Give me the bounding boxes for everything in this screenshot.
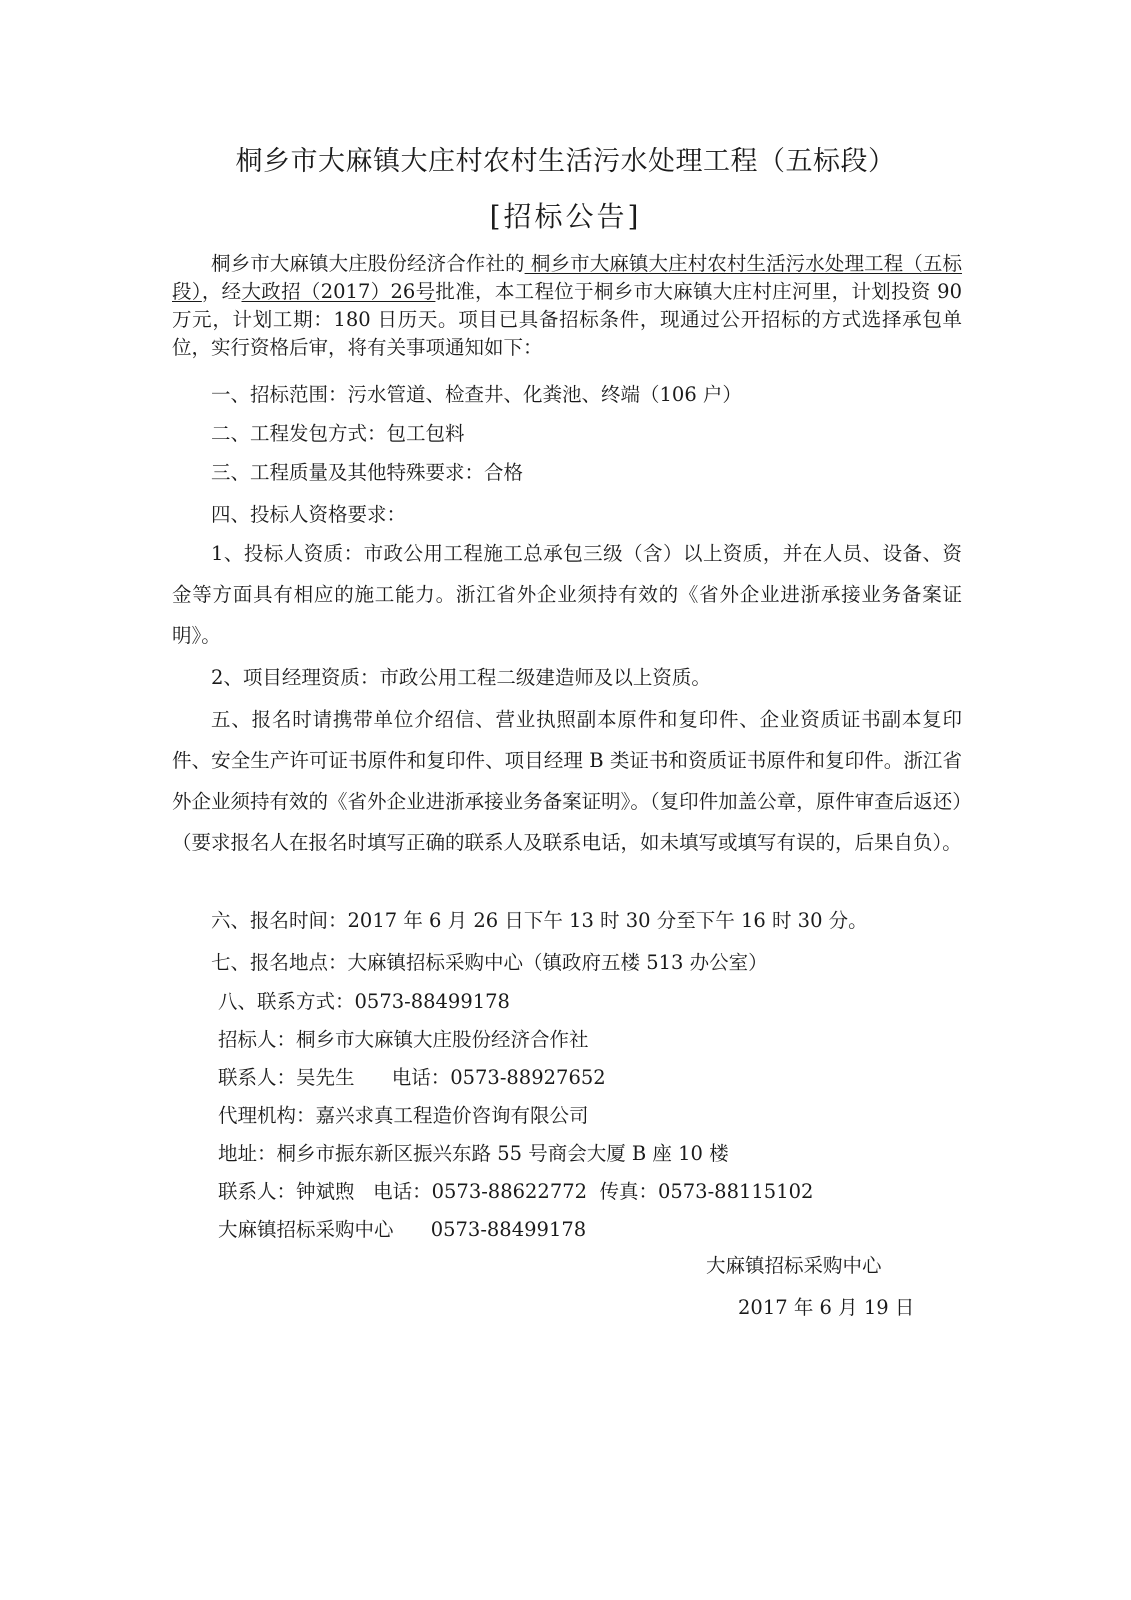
tenderer-contact: 联系人：吴先生 电话：0573-88927652 xyxy=(218,1066,606,1089)
agency-address: 地址：桐乡市振东新区振兴东路 55 号商会大厦 B 座 10 楼 xyxy=(218,1142,729,1165)
section-registration-docs: 五、报名时请携带单位介绍信、营业执照副本原件和复印件、企业资质证书副本复印件、安全生产许可证书原件和复印件、项目经理 B 类证书和资质证书原件和复印件。浙江省外企业须持有效的《省外企业进浙承接业务备案证明》。（复印件加盖公章，原件审查后返还）（要求报名人在报名时填写正确的联系人及联系电话，如未填写或填写有误的，后果自负）。 xyxy=(172,708,962,854)
section-qualification-2: 2、项目经理资质：市政公用工程二级建造师及以上资质。 xyxy=(211,666,711,689)
intro-paragraph xyxy=(172,250,962,362)
section-registration-place: 七、报名地点：大麻镇招标采购中心（镇政府五楼 513 办公室） xyxy=(211,951,768,974)
approval-number: 大政招（2017）26号 xyxy=(241,280,436,303)
agency-contact: 联系人：钟斌煦 电话：0573-88622772 传真：0573-88115102 xyxy=(218,1180,814,1203)
intro-text-3: 批准，本工程位于桐乡市大麻镇大庄村庄河里，计划投资 90 万元，计划工期：180 日历天。项目已具备招标条件，现通过公开招标的方式选择承包单位，实行资格后审，将有关事项通知如下： xyxy=(172,280,962,359)
section-contract-mode: 二、工程发包方式：包工包料 xyxy=(211,422,465,445)
section-qualification-1: 1、投标人资质：市政公用工程施工总承包三级（含）以上资质，并在人员、设备、资金等方面具有相应的施工能力。浙江省外企业须持有效的《省外企业进浙承接业务备案证明》。 xyxy=(172,542,962,647)
section-scope: 一、招标范围：污水管道、检查井、化粪池、终端（106 户） xyxy=(211,383,742,406)
section-quality: 三、工程质量及其他特殊要求：合格 xyxy=(211,461,524,484)
document-subtitle: [招标公告] xyxy=(489,200,642,233)
tenderer: 招标人：桐乡市大麻镇大庄股份经济合作社 xyxy=(218,1028,589,1051)
document-title: 桐乡市大麻镇大庄村农村生活污水处理工程（五标段） xyxy=(235,146,896,177)
project-name: 桐乡市大麻镇大庄村农村生活污水处理工程（五标段） xyxy=(172,252,962,303)
section-qualification-heading: 四、投标人资格要求： xyxy=(211,503,407,526)
intro-text-2: ，经 xyxy=(201,280,242,303)
procurement-center: 大麻镇招标采购中心 0573-88499178 xyxy=(218,1218,587,1241)
agency: 代理机构：嘉兴求真工程造价咨询有限公司 xyxy=(218,1104,589,1127)
section-registration-time: 六、报名时间：2017 年 6 月 26 日下午 13 时 30 分至下午 16 时 30 分。 xyxy=(211,909,868,932)
signature-date: 2017 年 6 月 19 日 xyxy=(738,1296,915,1319)
contact-method: 八、联系方式：0573-88499178 xyxy=(218,990,510,1013)
signature-org: 大麻镇招标采购中心 xyxy=(706,1254,882,1277)
intro-text-1: 桐乡市大麻镇大庄股份经济合作社的 xyxy=(211,252,525,275)
